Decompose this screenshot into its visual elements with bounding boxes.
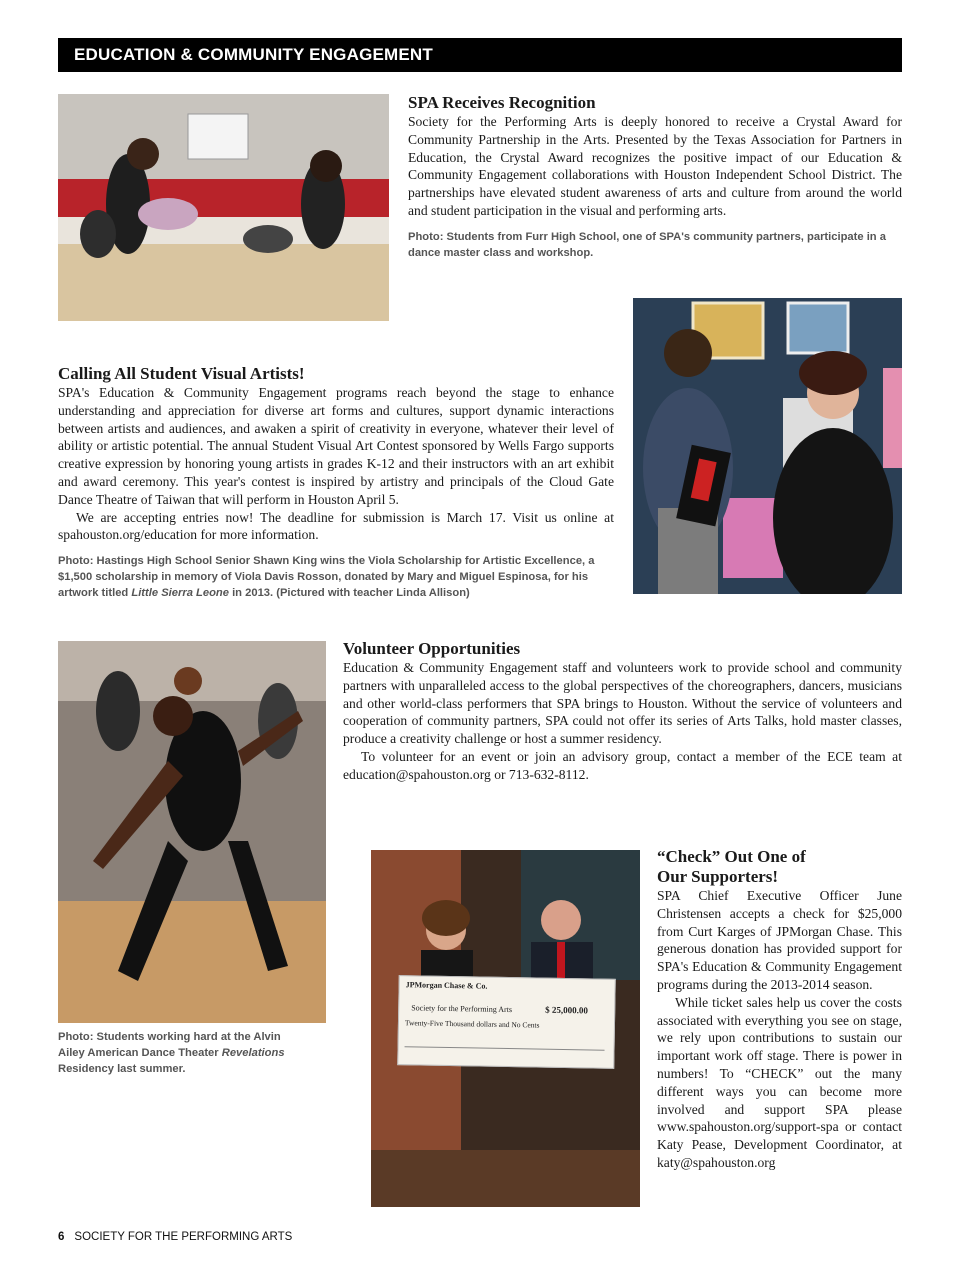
supporters-body: SPA Chief Executive Officer June Christensen accepts a check for $25,000 from Curt Karges of JPMorgan Chase. This generous donation has provided support for SPA's Education & Community Engagement programs during the 2013-2014 season. While ticket sales help us cover the costs associated with everything you see on stage, we rely upon contributions to sustain our important work off stage. There is power in numbers! To “CHECK” out the many different ways you can become more involved and support SPA please www.spahouston.org/support-spa or contact Katy Pease, Development Coordinator, at katy@spahouston.org [657,888,902,1170]
award-photo [633,298,902,594]
footer-org: SOCIETY FOR THE PERFORMING ARTS [74,1231,293,1243]
dance-class-photo [58,94,389,321]
check [397,975,616,1069]
artists-heading: Calling All Student Visual Artists! [58,364,305,383]
page-number: 6 [58,1231,65,1243]
supporters-heading: “Check” Out One of Our Supporters! [657,847,806,886]
recognition-caption: Photo: Students from Furr High School, one of SPA's community partners, participate in a dance master class and workshop. [408,230,886,259]
section-banner [58,38,902,72]
check-signature-line [405,1046,605,1050]
check-words: Twenty-Five Thousand dollars and No Cents [404,1018,540,1030]
volunteer-body: Education & Community Engagement staff and volunteers work to provide school and community partners with unparalleled access to the global perspectives of the choreographers, dancers, musicians and other world-class performers that SPA brings to Houston. Without the service of volunteers and cooperation of community partners, SPA could not offer its series of Arts Talks, hold master classes, produce a creativity challenge or host a summer residency. To volunteer for an event or join an advisory group, contact a member of the ECE team at education@spahouston.org or 713-632-8112. [343,660,902,782]
recognition-body: Society for the Performing Arts is deeply honored to receive a Crystal Award for Community Partnership in the Arts. Presented by the Texas Association for Partners in Education, the Crystal Award recognizes the positive impact of our Education & Community Engagement collaborations with Houston Independent School District. The partnerships have elevated student awareness of arts and culture from around the world and student participation in the visual and performing arts. [408,114,902,218]
artists-caption: Photo: Hastings High School Senior Shawn King wins the Viola Scholarship for Artistic Excellence, a $1,500 scholarship in memory of Viola Davis Rosson, donated by Mary and Miguel Espinosa, for his artwork titled Little Sierra Leone in 2013. (Pictured with teacher Linda Allison) [58,555,595,600]
recognition-heading: SPA Receives Recognition [408,93,596,112]
section-title: EDUCATION & COMMUNITY ENGAGEMENT [74,45,433,64]
dancers-photo [58,641,326,1023]
check-bank: JPMorgan Chase & Co. [405,980,488,991]
check-payee: Society for the Performing Arts [411,1003,513,1015]
volunteer-caption: Photo: Students working hard at the Alvin Ailey American Dance Theater Revelations Residency last summer. [58,1031,285,1075]
volunteer-heading: Volunteer Opportunities [343,639,521,658]
check-amount: $ 25,000.00 [545,1004,589,1016]
artists-body: SPA's Education & Community Engagement programs reach beyond the stage to enhance understanding and appreciation for diverse art forms and cultures, support dynamic interactions between artists and audiences, and awaken a spirit of creativity in everyone, whatever their level of ability or artistic potential. The annual Student Visual Art Contest sponsored by Wells Fargo supports creative expression by honoring young artists in grades K-12 and their instructors with an art exhibit and award ceremony. This year's contest is inspired by artistry and principals of the Cloud Gate Dance Theatre of Taiwan that will perform in Houston April 5. We are accepting entries now! The deadline for submission is March 17. Visit us online at spahouston.org/education for more information. [58,385,614,543]
page-footer [58,1231,292,1243]
